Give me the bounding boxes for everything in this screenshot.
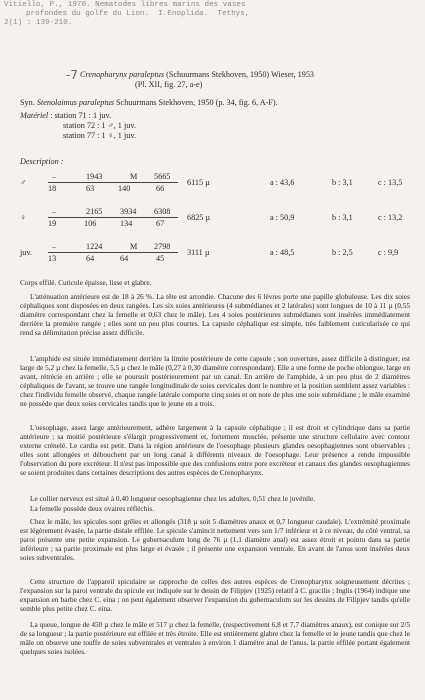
formula-top-value: 3934	[120, 207, 137, 216]
formula-bottom-value: 45	[156, 254, 165, 263]
formula-top-value: –	[52, 207, 57, 216]
ratio-b: b : 2,5	[332, 248, 353, 257]
ratio-a: a : 50,9	[270, 213, 295, 222]
handwritten-mark: -7	[66, 68, 78, 82]
ratio-a: a : 43,6	[270, 178, 295, 187]
paragraph-ovaries: La femelle possède deux ovaires réfléchis.	[30, 504, 154, 513]
paragraph-body: Corps effilé. Cuticule épaisse, lisse et glabre.	[20, 278, 152, 287]
formula-rule	[48, 182, 178, 183]
citation-header	[4, 1, 419, 28]
species-authority: (Schuurmans Stekhoven, 1950) Wieser, 1953	[166, 70, 315, 79]
species-name: Crenopharynx paraleptus	[80, 70, 165, 79]
paragraph-amphid: L'amphide est située immédiatement derrière la limite postérieure de cette capsule ; son ouverture, assez difficile à distinguer, est large de 5,2 µ chez la femelle, 5,5 µ chez le mâle (0,27 à 0,30 diamètre correspondant). Elle a une forme de poche oblongue, large en avant, rétrécie en arrière ; elle se poursuit postérieurement par un canal. En arrière de l'amphide, à un peu plus de 2 diamètres céphaliques de l'avant, se trouve une rangée longitudinale de soies cervicales dont le nombre et la position semblent assez variables : chez l'individu femelle observé, chaque rangée latérale comporte cinq soies et on note de plus une soie submédiane ; le mâle examiné ne possède que deux soies cervicales tandis que le jeune en a trois.	[20, 354, 410, 408]
formula-bottom-value: 63	[86, 184, 95, 193]
material-block	[20, 111, 136, 141]
formula-top-value: 1224	[86, 242, 103, 251]
paragraph-head: L'atténuation antérieure est de 18 à 26 %. La tête est arrondie. Chacune des 6 lèvres porte une papille globuleuse. Les dix soies céphaliques sont disposées en deux rangées. Les six soies antérieures (4 submédianes et 2 latérales) sont longues de 10 à 11 µ (0,55 diamètre correspondant chez la femelle et 0,63 chez le mâle). Les 4 soies postérieures submédianes sont insérées immédiatement derrière la première rangée ; elles sont un peu plus courtes. La capsule céphalique est simple, très faiblement cuticularisée ce qui rend sa délimitation précise assez difficile.	[20, 292, 410, 337]
ratio-c: c : 9,9	[378, 248, 399, 257]
ratio-c: c : 13,2	[378, 213, 403, 222]
material-line: station 72 : 1 ♂, 1 juv.	[63, 121, 136, 130]
formula-top-value: 5665	[154, 172, 171, 181]
formula-bottom-value: 64	[86, 254, 95, 263]
material-line: station 77 : 1 ♀, 1 juv.	[63, 131, 136, 140]
plate-reference: (Pl. XII, fig. 27, a-e)	[135, 80, 203, 89]
formula-bottom-value: 13	[48, 254, 57, 263]
formula-female	[20, 207, 420, 233]
paragraph-oesophagus: L'oesophage, assez large antérieurement, adhère largement à la capsule céphalique ; il est droit et cylindrique dans sa partie antérieure ; sa moitié postérieure s'élargit progressivement et, fortement musclée, présente une structure cellulaire avec contour externe crénelé. Le cardia est petit. Dans la région antérieure de l'oesophage plusieurs glandes oesophagiennes sont observables ; elles sont allongées et débouchent par un long canal à différents niveaux de l'oesophage. Leur présence a rendu impossible l'observation du pore excréteur. Il n'est pas impossible que des confusions entre pore excréteur et canaux des glandes oesophagiennes se soient produites dans certaines descriptions des autres espèces de Crenopharynx.	[20, 423, 410, 477]
formula-bottom-value: 64	[120, 254, 129, 263]
formula-top-value: 2798	[154, 242, 171, 251]
ratio-b: b : 3,1	[332, 178, 353, 187]
synonym-label: Syn.	[20, 98, 35, 107]
formula-top-value: M	[130, 172, 138, 181]
formula-male	[20, 172, 420, 198]
formula-bottom-value: 134	[120, 219, 133, 228]
formula-top-value: 2165	[86, 207, 103, 216]
formula-top-value: M	[130, 242, 138, 251]
sex-symbol: ♂	[20, 178, 27, 187]
ratio-c: c : 13,5	[378, 178, 403, 187]
synonym-name: Stenolaimus paraleptus	[36, 98, 114, 107]
paragraph-spicules: Chez le mâle, les spicules sont grêles et allongés (318 µ soit 5 diamètres anaux et 0,7 longueur caudale). L'extrémité proximale est légèrement évasée, la partie distale effilée. Le spicule s'amincit nettement vers son 1/7 inférieur et à ce niveau, du côté ventral, sa paroi présente une petite expansion. Le gubernaculum long de 76 µ (1,1 diamètre anal) est assez étroit et pointu dans sa partie inférieure ; sa partie proximale est plus large et évasée ; il présente une expansion ventrale. En avant de l'anus sont insérées deux soies subventrales.	[20, 517, 410, 562]
formula-juvenile	[20, 242, 420, 268]
total-length: 6115 µ	[187, 178, 210, 187]
formula-bottom-value: 140	[118, 184, 131, 193]
ratio-b: b : 3,1	[332, 213, 353, 222]
formula-top-value: –	[52, 172, 57, 181]
sex-symbol: ♀	[20, 213, 27, 222]
sex-symbol: juv.	[20, 248, 32, 257]
paragraph-spicular-apparatus: Cette structure de l'appareil spiculaire se rapproche de celles des autres espèces de Crenopharynx soigneusement décrites ; l'expansion sur la paroi ventrale du spicule est indiquée sur le dessin de Filipjev (1925) relatif à C. gracilis ; Inglis (1964) indique une expansion en barbe chez C. eina ; on peut également observer l'expansion du gubernaculum sur les dessins de Filipjev tandis qu'elle semble plus petite chez C. eina.	[20, 577, 410, 613]
formula-bottom-value: 19	[48, 219, 57, 228]
formula-rule	[48, 217, 178, 218]
formula-top-value: 1943	[86, 172, 103, 181]
citation-line: Vitiello, P., 1970. Nematodes libres marins des vases	[4, 1, 246, 9]
formula-bottom-value: 18	[48, 184, 57, 193]
formula-top-value: –	[52, 242, 57, 251]
material-label: Matériel	[20, 111, 49, 120]
citation-line: 2(1) : 139-210.	[4, 19, 73, 27]
paragraph-nerve-ring: Le collier nerveux est situé à 0,40 longueur oesophagienne chez les adultes, 0,51 chez le juvénile.	[30, 494, 316, 503]
species-title	[80, 70, 410, 90]
total-length: 6825 µ	[187, 213, 211, 222]
material-line: : station 71 : 1 juv.	[50, 111, 112, 120]
formula-bottom-value: 67	[156, 219, 165, 228]
synonym-line	[20, 98, 278, 107]
synonym-ref: Schuurmans Stekhoven, 1950 (p. 34, fig. 6, A-F).	[116, 98, 278, 107]
citation-line: profondes du golfe du Lion. I.Enoplida. Tethys,	[26, 10, 250, 18]
formula-rule	[48, 252, 178, 253]
formula-bottom-value: 106	[84, 219, 97, 228]
description-label: Description :	[20, 157, 64, 166]
paragraph-tail: La queue, longue de 450 µ chez le mâle et 517 µ chez la femelle, (respectivement 6,8 et 7,7 diamètres anaux), est conique sur 2/5 de sa longueur ; la partie postérieure est effilée et très étroite. Elle est entièrement glabre chez la femelle et le jeune tandis que chez le mâle on observe une touffe de soies subventrales et ventrales à environ 1 diamètre anal de l'anus, la partie effilée portant également quelques soies isolées.	[20, 620, 410, 656]
ratio-a: a : 48,5	[270, 248, 295, 257]
formula-top-value: 6308	[154, 207, 171, 216]
total-length: 3111 µ	[187, 248, 210, 257]
formula-bottom-value: 66	[156, 184, 165, 193]
